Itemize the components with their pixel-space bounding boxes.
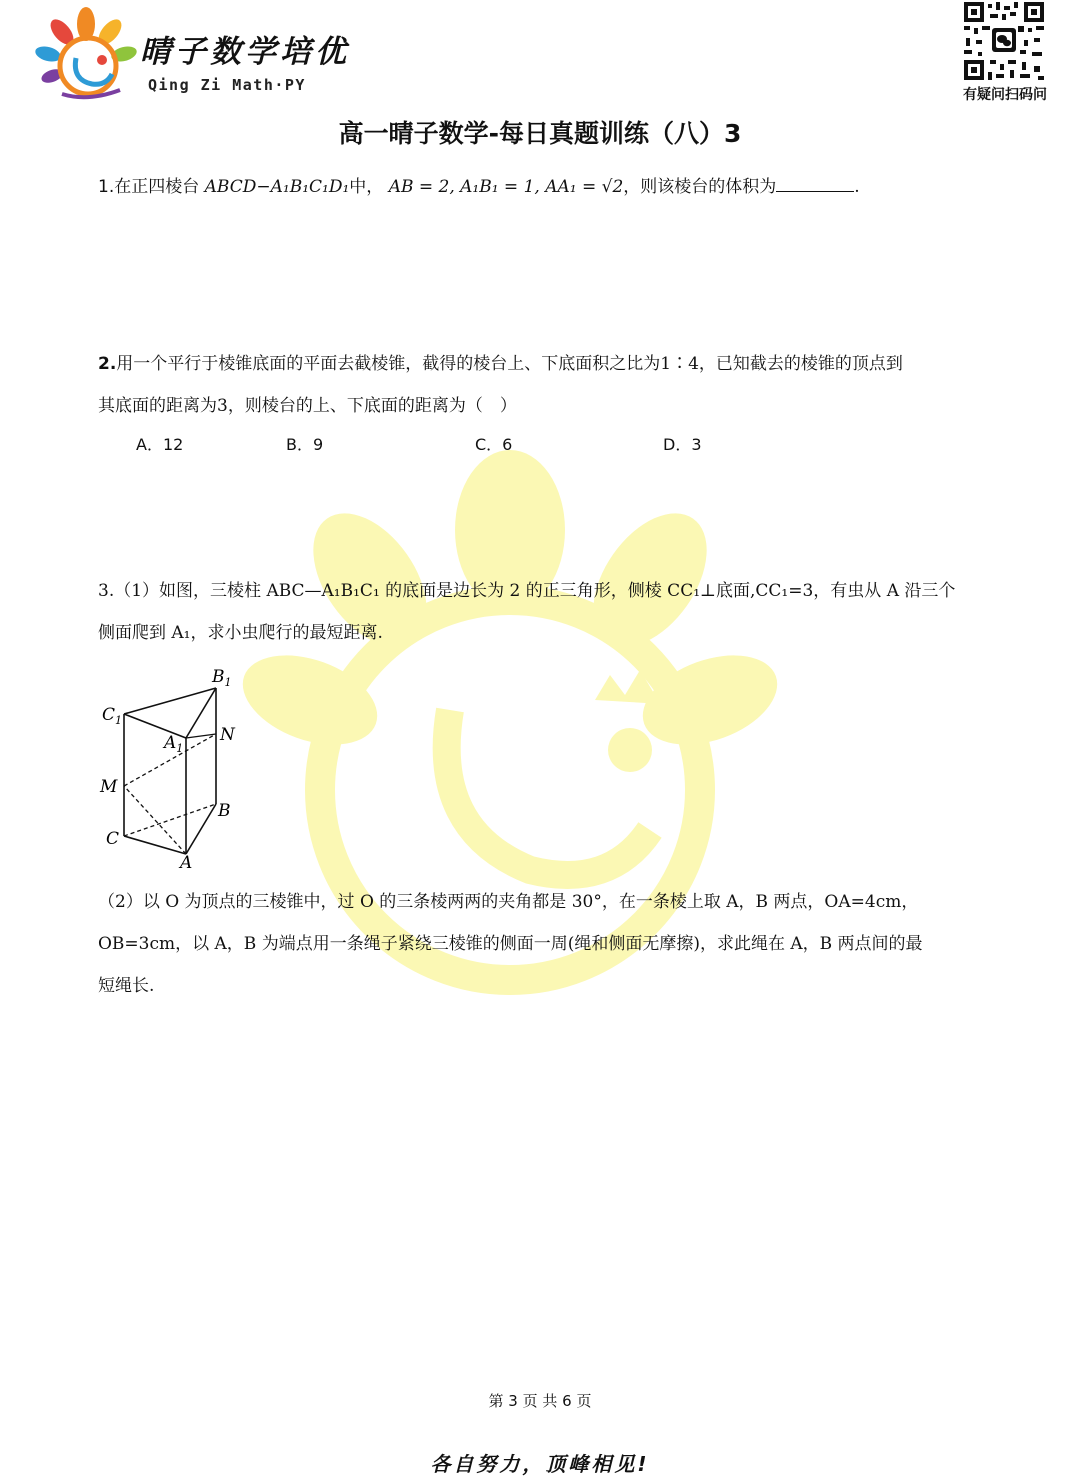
label-b1: $B_1$ xyxy=(212,667,232,689)
question-3-line-2: 侧面爬到 A₁，求小虫爬行的最短距离. xyxy=(98,623,383,643)
label-c1: $C_1$ xyxy=(102,705,123,727)
qr-code-icon xyxy=(962,0,1046,82)
question-2-line-2: 其底面的距离为3，则棱台的上、下底面的距离为（ ） xyxy=(98,396,517,416)
label-m: M xyxy=(100,777,118,797)
edge-a-b xyxy=(186,804,216,854)
question-3-line-1: 3.（1）如图，三棱柱 ABC—A₁B₁C₁ 的底面是边长为 2 的正三角形，侧棱 CC₁⊥底面,CC₁=3，有虫从 A 沿三个 xyxy=(98,581,956,601)
question-3-part-2-line-1: （2）以 O 为顶点的三棱锥中，过 O 的三条棱两两的夹角都是 30°，在一条棱上取 A，B 两点，OA=4cm， xyxy=(98,892,919,912)
qr-caption: 有疑问扫码问 xyxy=(963,87,1047,103)
page-title: 高一晴子数学-每日真题训练（八）3 xyxy=(338,119,742,148)
edge-c1-a1 xyxy=(124,714,186,738)
label-n: N xyxy=(220,725,235,745)
path-a-m xyxy=(124,786,186,854)
triangular-prism-figure xyxy=(96,660,246,874)
question-1: 1.在正四棱台 ABCD−A₁B₁C₁D₁中， AB = 2, A₁B₁ = 1, AA₁ = √2，则该棱台的体积为 . xyxy=(98,177,860,197)
question-3-part-1 xyxy=(98,570,988,654)
option-b: B．9 xyxy=(286,435,324,454)
page-number: 第 3 页 共 6 页 xyxy=(488,1392,592,1410)
answer-blank xyxy=(776,175,854,192)
question-3-part-2-line-3: 短绳长. xyxy=(98,976,155,996)
logo-flower-icon xyxy=(32,2,140,102)
label-c: C xyxy=(106,829,120,849)
q1-solid: ABCD−A₁B₁C₁D₁ xyxy=(204,177,350,197)
label-a: A xyxy=(180,853,193,873)
logo-chinese-name: 晴子数学培优 xyxy=(140,34,350,70)
edge-c-b-hidden xyxy=(124,804,216,836)
slogan: 各自努力，顶峰相见! xyxy=(430,1452,650,1476)
question-3-part-2 xyxy=(98,881,988,1007)
question-2-line-1: 2.用一个平行于棱锥底面的平面去截棱锥，截得的棱台上、下底面积之比为1∶4，已知截去的棱锥的顶点到 xyxy=(98,354,903,374)
logo-english-name: Qing Zi Math·PY xyxy=(148,76,306,94)
option-c: C．6 xyxy=(475,435,513,454)
label-b: B xyxy=(218,801,231,821)
question-3-part-2-line-2: OB=3cm，以 A，B 为端点用一条绳子紧绕三棱锥的侧面一周(绳和侧面无摩擦)，求此绳在 A，B 两点间的最 xyxy=(98,934,923,954)
label-a1: $A_1$ xyxy=(164,733,184,755)
q1-condition: AB = 2, A₁B₁ = 1, AA₁ = √2 xyxy=(388,177,624,197)
edge-c-a xyxy=(124,836,186,854)
option-d: D．3 xyxy=(663,435,702,454)
option-a: A．12 xyxy=(136,435,184,454)
question-2 xyxy=(98,343,988,427)
